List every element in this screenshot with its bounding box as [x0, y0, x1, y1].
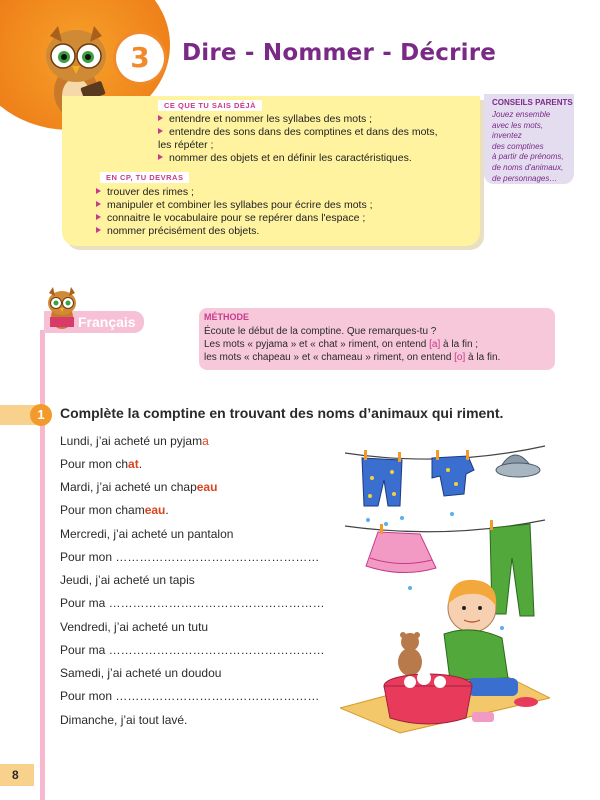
conseils-text: Jouez ensemble avec les mots, inventez des comptines à partir de prénoms, de noms d'animaux, de personnages…: [492, 110, 564, 183]
exercise-number: 1: [30, 404, 52, 426]
goal-item: connaitre le vocabulaire pour se repérer dans l'espace ;: [96, 212, 365, 225]
comptine-line: Mardi, j’ai acheté un chapeau: [60, 480, 218, 494]
methode-box: [199, 308, 555, 370]
comptine-line: Dimanche, j’ai tout lavé.: [60, 713, 188, 727]
methode-title: MÉTHODE: [204, 312, 249, 322]
known-item-continued: les répéter ;: [158, 139, 214, 151]
bullet-triangle-icon: [96, 214, 101, 220]
comptine-line: Pour mon chat.: [60, 457, 143, 471]
answer-line[interactable]: Pour ma ………………………………………………: [60, 643, 325, 657]
known-item: nommer des objets et en définir les caractéristiques.: [158, 152, 412, 165]
laundry-illustration: [340, 428, 550, 738]
answer-line[interactable]: Pour ma ………………………………………………: [60, 596, 325, 610]
small-owl-icon: [42, 287, 82, 331]
answer-line[interactable]: Pour mon ……………………………………………: [60, 550, 320, 564]
comptine-line: Jeudi, j’ai acheté un tapis: [60, 573, 195, 587]
page-title: Dire - Nommer - Décrire: [182, 40, 497, 66]
known-item: entendre et nommer les syllabes des mots ;: [158, 113, 372, 126]
lesson-number-badge: 3: [116, 34, 164, 82]
exercise-title: Complète la comptine en trouvant des noms d’animaux qui riment.: [60, 405, 504, 421]
comptine-line: Lundi, j’ai acheté un pyjama: [60, 434, 209, 448]
ce-que-tu-sais-tag: CE QUE TU SAIS DÉJÀ: [158, 100, 262, 111]
page-number: 8: [0, 764, 34, 786]
goal-item: nommer précisément des objets.: [96, 225, 259, 238]
bullet-triangle-icon: [158, 128, 163, 134]
subject-label: Français: [44, 311, 144, 333]
section-side-bar: [40, 330, 45, 800]
conseils-title: CONSEILS PARENTS: [492, 98, 573, 107]
answer-line[interactable]: Pour mon ……………………………………………: [60, 689, 320, 703]
comptine-line: Samedi, j’ai acheté un doudou: [60, 666, 222, 680]
methode-line: Les mots « pyjama » et « chat » riment, on entend [a] à la fin ;: [204, 339, 479, 350]
bullet-triangle-icon: [158, 154, 163, 160]
known-item: entendre des sons dans des comptines et dans des mots,: [158, 126, 438, 139]
methode-line: Écoute le début de la comptine. Que remarques-tu ?: [204, 326, 437, 337]
comptine-line: Vendredi, j’ai acheté un tutu: [60, 620, 209, 634]
conseils-parents-box: [484, 94, 574, 184]
methode-line: les mots « chapeau » et « chameau » riment, on entend [o] à la fin.: [204, 352, 501, 363]
goal-item: manipuler et combiner les syllabes pour écrire des mots ;: [96, 199, 373, 212]
bullet-triangle-icon: [96, 227, 101, 233]
goal-item: trouver des rimes ;: [96, 186, 194, 199]
bullet-triangle-icon: [158, 115, 163, 121]
comptine-line: Pour mon chameau.: [60, 503, 169, 517]
comptine-line: Mercredi, j’ai acheté un pantalon: [60, 527, 234, 541]
bullet-triangle-icon: [96, 188, 101, 194]
bullet-triangle-icon: [96, 201, 101, 207]
en-cp-tag: EN CP, TU DEVRAS: [100, 172, 189, 183]
